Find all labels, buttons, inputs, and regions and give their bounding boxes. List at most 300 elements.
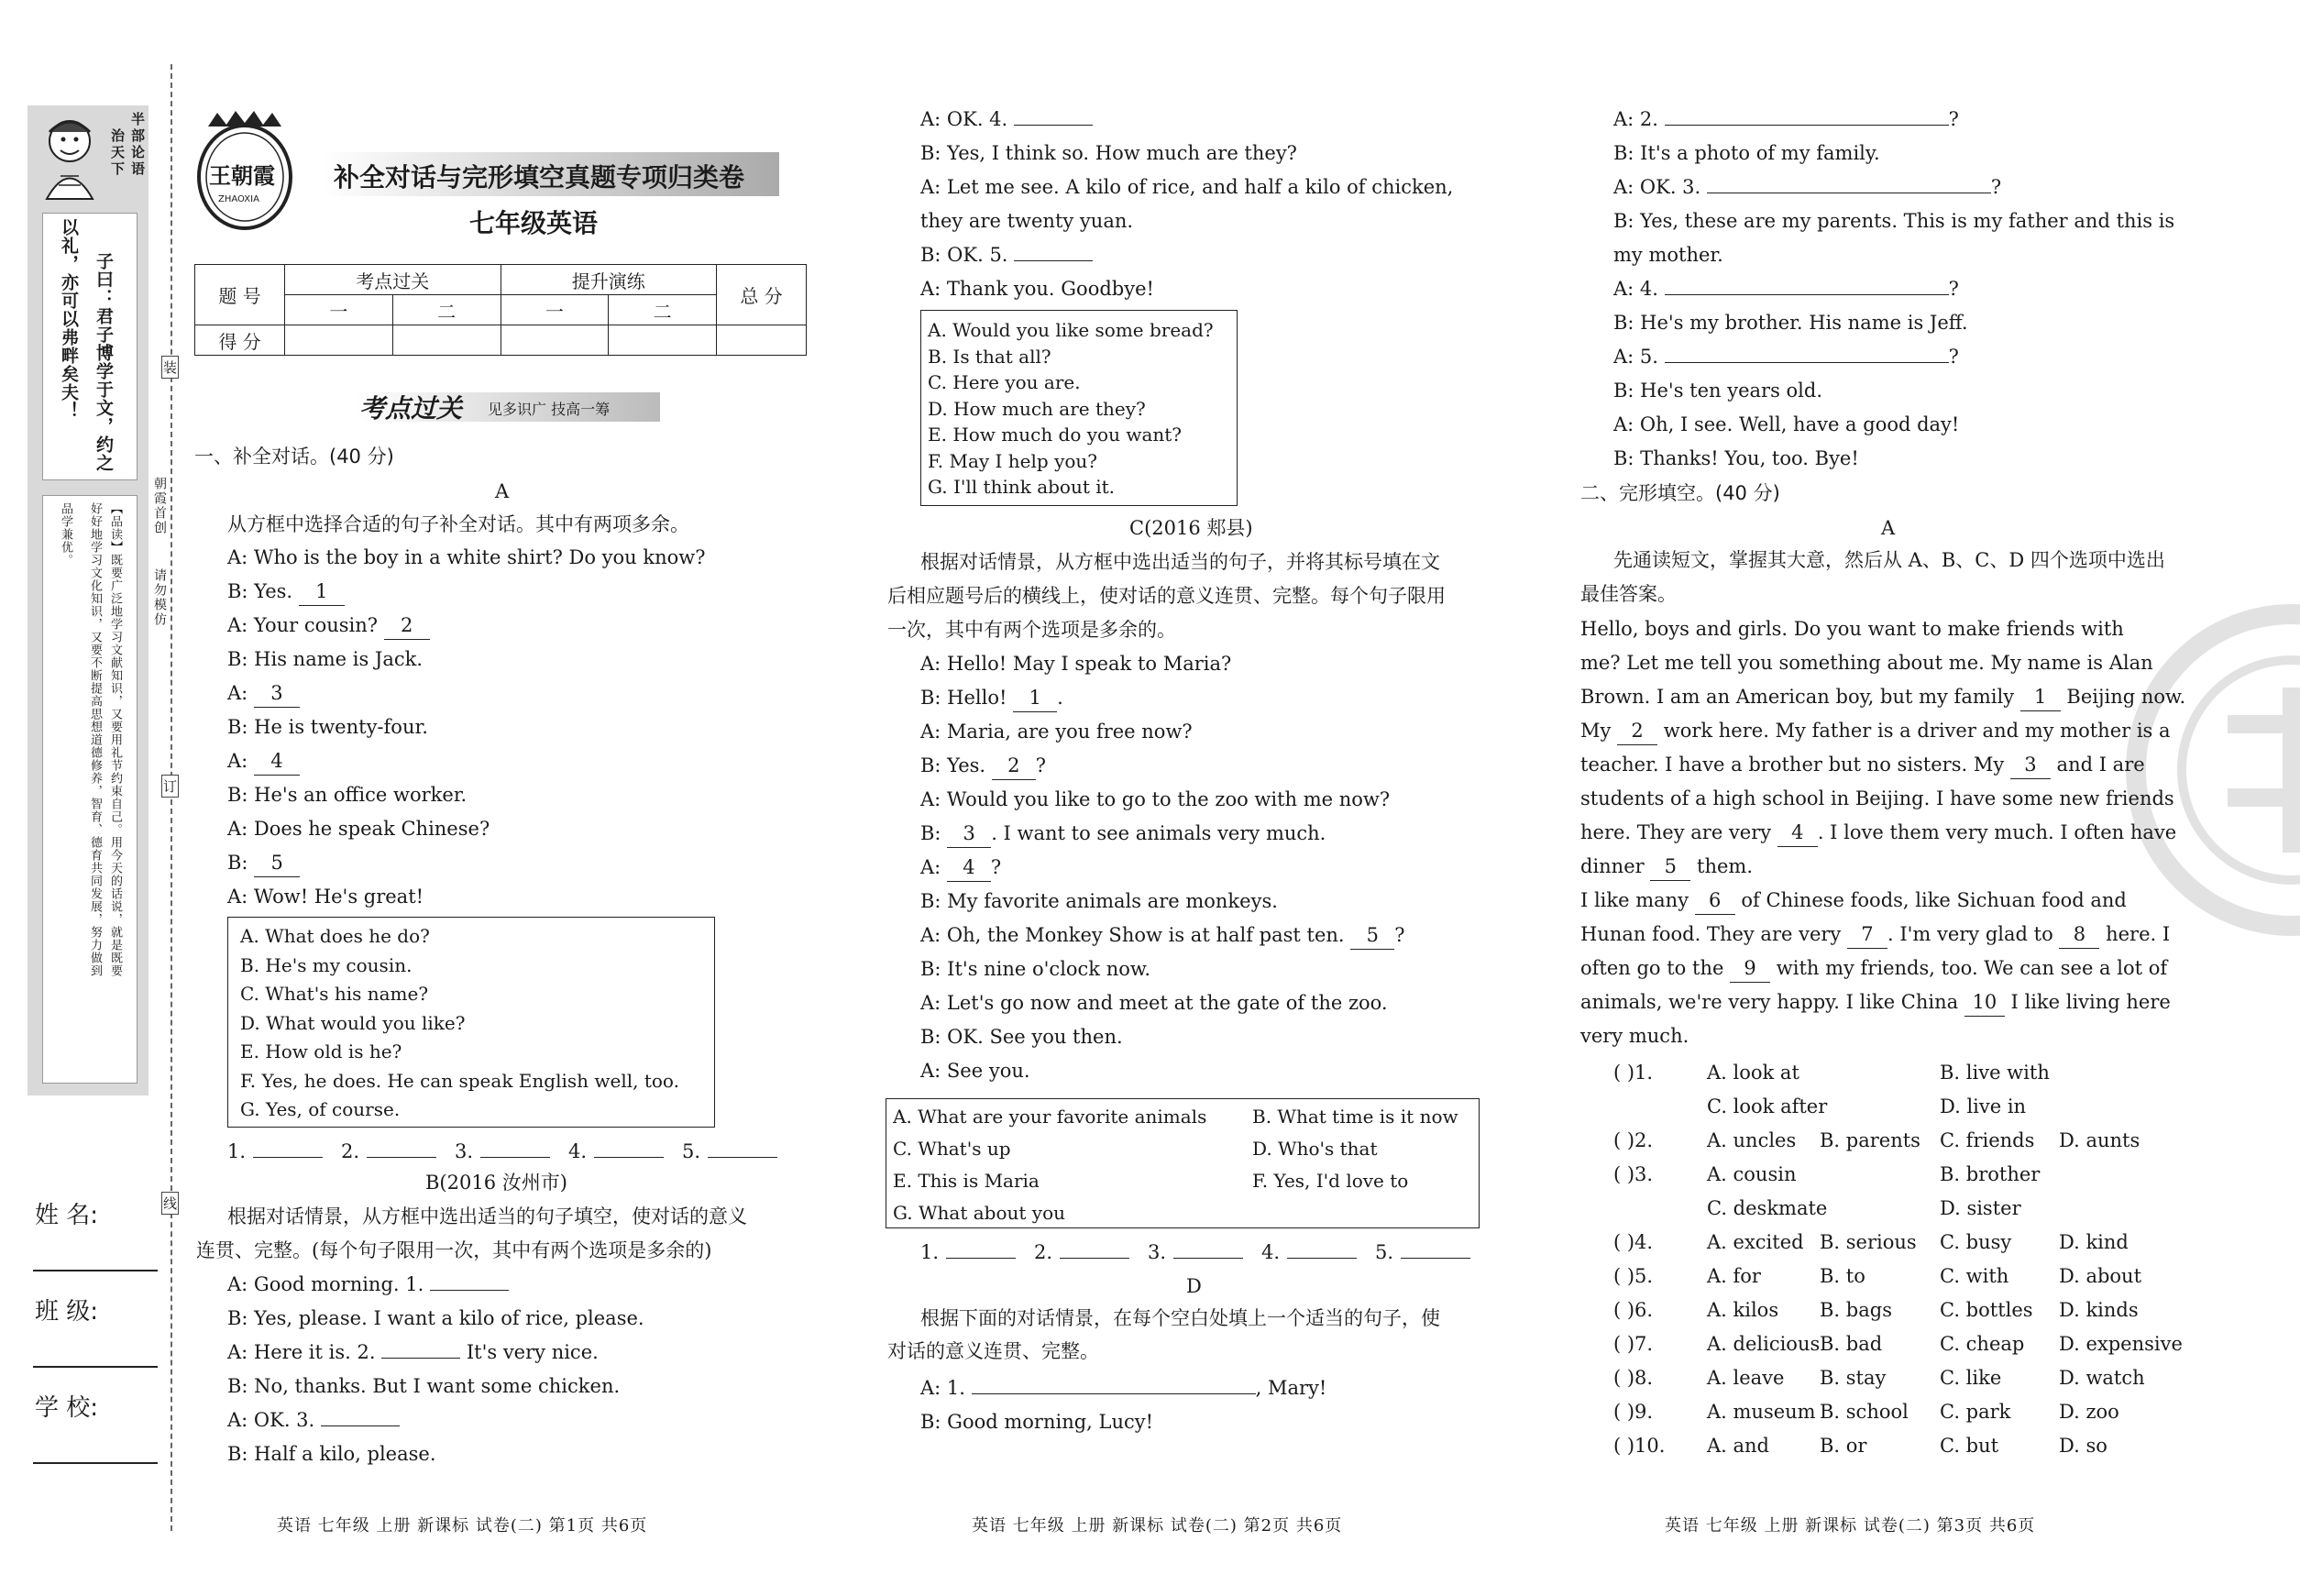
- choice-option[interactable]: D. so: [2059, 1435, 2107, 1457]
- passage-text: here. I: [2099, 923, 2171, 945]
- answer-slot: [1375, 1236, 1470, 1270]
- score-row-label: 得 分: [195, 325, 285, 356]
- answer-number: 3.: [1148, 1241, 1167, 1263]
- choice-option[interactable]: D. kinds: [2059, 1299, 2139, 1321]
- pinjdu-col1: 【品读】既要广泛地学习文献知识，又要用礼节约束自己。用今天的话说，就是既要: [108, 502, 122, 977]
- dialogue-line: [920, 204, 1133, 238]
- seal-label-3: 线: [161, 1192, 179, 1215]
- answer-blank[interactable]: [1173, 1258, 1243, 1259]
- passage-text: of Chinese foods, like Sichuan food and: [1734, 889, 2127, 911]
- option: G. What about you: [893, 1202, 1065, 1224]
- dialogue-line: [227, 609, 430, 643]
- dialogue-line: [1613, 204, 2174, 238]
- section1-title: 一、补全对话。(40 分): [194, 446, 394, 468]
- choice-option[interactable]: A. delicious: [1707, 1333, 1821, 1355]
- cloze-blank[interactable]: 4: [1777, 819, 1818, 847]
- partC-instr-1: 根据对话情景，从方框中选出适当的句子，并将其标号填在文: [920, 551, 1440, 573]
- dialogue-line: [920, 681, 1063, 715]
- score-group-1: 考点过关: [285, 265, 501, 295]
- line-text: A: 5.: [1613, 346, 1665, 368]
- line-text: A:: [227, 750, 254, 772]
- question-number: ( )7.: [1613, 1333, 1654, 1355]
- question-number: ( )5.: [1613, 1265, 1654, 1287]
- section2-title: 二、完形填空。(40 分): [1580, 482, 1780, 504]
- cloze-blank[interactable]: 7: [1847, 920, 1887, 949]
- dialogue-line: [1613, 340, 1959, 374]
- line-text-after: . I want to see animals very much.: [991, 822, 1326, 844]
- choice-option[interactable]: B. to: [1820, 1265, 1865, 1287]
- dialogue-line: [227, 541, 706, 575]
- line-text-after: .: [1057, 687, 1063, 709]
- cloze-instr-2: 最佳答案。: [1580, 583, 1677, 605]
- dialogue-line: [227, 575, 345, 609]
- line-text: B: It's nine o'clock now.: [920, 958, 1151, 980]
- answer-blank[interactable]: [1665, 294, 1949, 295]
- choice-option[interactable]: C. bottles: [1940, 1299, 2033, 1321]
- line-text: they are twenty yuan.: [920, 210, 1134, 232]
- option: C. Here you are.: [928, 371, 1081, 393]
- line-text: B: My favorite animals are monkeys.: [920, 890, 1278, 912]
- passage-text: me? Let me tell you something about me. My name is Alan: [1580, 652, 2153, 674]
- dialogue-line: [227, 710, 428, 744]
- option: D. What would you like?: [240, 1011, 466, 1034]
- passage-text: animals, we're very happy. I like China: [1580, 991, 1964, 1013]
- answer-number: 4.: [568, 1140, 588, 1162]
- choice-option[interactable]: A. kilos: [1707, 1299, 1779, 1321]
- answer-blank[interactable]: 1: [299, 578, 345, 606]
- choice-option[interactable]: D. zoo: [2059, 1401, 2119, 1423]
- passage-text: work here. My father is a driver and my mother is a: [1657, 720, 2171, 742]
- question-number: ( )8.: [1613, 1367, 1654, 1389]
- passage-text: Brown. I am an American boy, but my family: [1580, 686, 2020, 708]
- option: D. Who's that: [1252, 1138, 1378, 1160]
- line-text: A: 4.: [1613, 278, 1665, 300]
- line-text: A: Good morning. 1.: [227, 1273, 430, 1295]
- motto-a: 半部论语: [129, 112, 146, 178]
- dialogue-line: [1613, 137, 1880, 171]
- brand-sub: ZHAOXIA: [218, 194, 259, 204]
- cloze-blank[interactable]: 8: [2059, 920, 2099, 949]
- choice-option[interactable]: D. expensive: [2059, 1333, 2183, 1355]
- dialogue-line: [227, 880, 424, 914]
- question-number: ( )6.: [1613, 1299, 1654, 1321]
- line-text: A: Let's go now and meet at the gate of the zoo.: [920, 992, 1388, 1014]
- answer-blank[interactable]: [1014, 125, 1093, 126]
- line-text-after: ?: [1948, 346, 1959, 368]
- pinjdu-col2: 好好地学习文化知识，又要不断提高思想道德修养，智育、德育共同发展，努力做到: [88, 502, 102, 977]
- answer-blank[interactable]: [480, 1157, 550, 1158]
- dialogue-line: [1613, 306, 1968, 340]
- line-text: B: Yes, I think so. How much are they?: [920, 142, 1297, 164]
- line-text: A: See you.: [920, 1060, 1030, 1082]
- footer-page1: 英语 七年级 上册 新课标 试卷(二) 第1页 共6页: [277, 1516, 648, 1535]
- score-cell[interactable]: [285, 325, 393, 356]
- passage-text: . I'm very glad to: [1887, 923, 2060, 945]
- option: F. May I help you?: [928, 449, 1098, 472]
- dialogue-line: [1613, 442, 1859, 476]
- dialogue-line: [1613, 408, 1959, 442]
- dialogue-line: [1613, 171, 2001, 204]
- answer-blank[interactable]: 4: [947, 853, 991, 882]
- question-number: ( )1.: [1613, 1062, 1654, 1084]
- score-cell[interactable]: [609, 325, 717, 356]
- dialogue-line: [920, 885, 1278, 919]
- choice-option[interactable]: A. leave: [1707, 1367, 1785, 1389]
- pinjdu-col3: 品学兼优。: [59, 502, 72, 567]
- answer-number: 1.: [920, 1241, 940, 1263]
- answer-blank[interactable]: [321, 1425, 400, 1426]
- answer-blank[interactable]: 5: [1350, 921, 1394, 950]
- dialogue-line: [920, 1020, 1123, 1054]
- dialogue-line: [227, 1336, 599, 1370]
- dialogue-line: [920, 272, 1154, 306]
- score-cell[interactable]: [392, 325, 501, 356]
- choice-option[interactable]: D. kind: [2059, 1231, 2129, 1253]
- passage-line: [1580, 850, 1753, 884]
- line-text: B: Good morning, Lucy!: [920, 1411, 1154, 1433]
- footer-page2: 英语 七年级 上册 新课标 试卷(二) 第2页 共6页: [972, 1516, 1343, 1535]
- option: A. What are your favorite animals: [893, 1106, 1207, 1128]
- choice-option[interactable]: B. brother: [1940, 1163, 2041, 1185]
- choice-option[interactable]: C. deskmate: [1707, 1197, 1828, 1219]
- answer-slot: [682, 1135, 777, 1169]
- choice-option[interactable]: C. friends: [1940, 1129, 2035, 1151]
- copyright-b: 请勿模仿: [152, 568, 167, 627]
- answer-blank[interactable]: [1401, 1258, 1470, 1259]
- answer-blank[interactable]: 5: [254, 849, 300, 877]
- score-cell[interactable]: [717, 325, 807, 356]
- choice-option[interactable]: A. uncles: [1707, 1129, 1797, 1151]
- answer-slot: [455, 1135, 550, 1169]
- answer-blank[interactable]: 2: [992, 752, 1036, 780]
- option: A. What does he do?: [240, 925, 430, 947]
- line-text-after: , Mary!: [1255, 1377, 1327, 1399]
- score-total-label: 总 分: [717, 265, 807, 325]
- passage-text: them.: [1690, 855, 1754, 877]
- quote-col2: 以礼，亦可以弗畔矣夫！: [59, 218, 79, 420]
- brand-name: 王朝霞: [209, 163, 275, 189]
- question-number: ( )9.: [1613, 1401, 1654, 1423]
- cloze-blank[interactable]: 1: [2020, 683, 2061, 711]
- choice-option[interactable]: C. cheap: [1940, 1333, 2025, 1355]
- passage-line: [1580, 680, 2185, 714]
- choice-option[interactable]: B. bags: [1820, 1299, 1892, 1321]
- motto-b: 治天下: [109, 128, 126, 178]
- dialogue-line: [920, 1405, 1153, 1439]
- choice-option[interactable]: A. for: [1707, 1265, 1761, 1287]
- dialogue-line: [920, 171, 1453, 204]
- option: C. What's up: [893, 1138, 1011, 1160]
- cloze-instr-1: 先通读短文，掌握其大意，然后从 A、B、C、D 四个选项中选出: [1613, 549, 2165, 571]
- line-text: A: Here it is. 2.: [227, 1341, 382, 1363]
- choice-option[interactable]: B. parents: [1820, 1129, 1920, 1151]
- line-text: B: No, thanks. But I want some chicken.: [227, 1375, 621, 1397]
- cloze-blank[interactable]: 5: [1650, 853, 1690, 881]
- line-text: B:: [920, 822, 948, 844]
- cloze-blank[interactable]: 10: [1964, 988, 2005, 1017]
- answer-slot: [1261, 1236, 1357, 1270]
- answer-blank[interactable]: [1287, 1258, 1357, 1259]
- school-label: 学 校:: [35, 1394, 99, 1422]
- option: G. I'll think about it.: [928, 476, 1116, 498]
- score-table: [194, 264, 807, 356]
- line-text: B: Yes, these are my parents. This is my father and this is: [1613, 210, 2175, 232]
- dialogue-line: [920, 238, 1093, 272]
- line-text: A: OK. 3.: [1613, 176, 1707, 198]
- line-text: B: OK. See you then.: [920, 1026, 1123, 1048]
- passage-text: My: [1580, 720, 1618, 742]
- passage-line: [1580, 612, 2124, 646]
- choice-option[interactable]: C. busy: [1940, 1231, 2012, 1253]
- partD-instr-1: 根据下面的对话情景，在每个空白处填上一个适当的句子，使: [920, 1307, 1440, 1329]
- answer-blank[interactable]: 2: [384, 611, 430, 640]
- dialogue-line: [920, 919, 1405, 952]
- score-sub: 二: [392, 295, 501, 325]
- line-text: A: Your cousin?: [227, 614, 384, 636]
- answer-slot: [1148, 1236, 1243, 1270]
- option: A. Would you like some bread?: [928, 319, 1214, 341]
- choice-option[interactable]: A. excited: [1707, 1231, 1804, 1253]
- choice-option[interactable]: D. about: [2059, 1265, 2142, 1287]
- dialogue-line: [1613, 374, 1822, 408]
- line-text: A: Who is the boy in a white shirt? Do you know?: [227, 546, 706, 568]
- passage-text: and I are: [2050, 754, 2145, 776]
- answer-slot: [227, 1135, 323, 1169]
- dialogue-line: [920, 817, 1326, 851]
- dialogue-line: [1613, 272, 1959, 306]
- score-sub: 一: [501, 295, 609, 325]
- passage-text: often go to the: [1580, 957, 1731, 979]
- answer-blank[interactable]: [1665, 362, 1949, 363]
- answer-blank[interactable]: 4: [254, 747, 300, 776]
- choice-option[interactable]: B. serious: [1820, 1231, 1917, 1253]
- seal-label-1: 装: [161, 356, 179, 379]
- passage-text: Hunan food. They are very: [1580, 923, 1847, 945]
- choice-option[interactable]: B. bad: [1820, 1333, 1883, 1355]
- option: B. He's my cousin.: [240, 953, 413, 976]
- choice-option[interactable]: D. watch: [2059, 1367, 2145, 1389]
- passage-text: Hello, boys and girls. Do you want to make friends with: [1580, 618, 2124, 640]
- answer-blank[interactable]: [1060, 1258, 1129, 1259]
- line-text: B: Hello!: [920, 687, 1014, 709]
- dialogue-line: [920, 783, 1390, 817]
- answer-blank[interactable]: [946, 1258, 1016, 1259]
- line-text: A: Oh, I see. Well, have a good day!: [1613, 413, 1960, 435]
- passage-line: [1580, 952, 2167, 985]
- answer-blank[interactable]: 1: [1013, 684, 1057, 712]
- dialogue-line: [1613, 238, 1723, 272]
- dialogue-line: [227, 1437, 436, 1471]
- line-text: B: OK. 5.: [920, 244, 1015, 266]
- page-title: 补全对话与完形填空真题专项归类卷: [334, 162, 745, 193]
- choice-option[interactable]: D. sister: [1940, 1197, 2021, 1219]
- score-cell[interactable]: [501, 325, 609, 356]
- passage-line: [1580, 884, 2127, 918]
- partB-instr-2: 连贯、完整。(每个句子限用一次，其中有两个选项是多余的): [196, 1239, 712, 1261]
- answer-number: 5.: [1375, 1241, 1394, 1263]
- line-text-after: ?: [1990, 176, 2002, 198]
- choice-option[interactable]: D. aunts: [2059, 1129, 2140, 1151]
- partA-title: A: [495, 480, 510, 502]
- dialogue-line: [227, 1370, 620, 1403]
- sage-illustration: [33, 112, 106, 204]
- copyright-a: 朝霞首创: [152, 477, 167, 535]
- partB-instr-1: 根据对话情景，从方框中选出适当的句子填空，使对话的意义: [227, 1205, 747, 1227]
- question-number: ( )3.: [1613, 1163, 1654, 1185]
- line-text: A: Maria, are you free now?: [920, 721, 1193, 743]
- partC-title: C(2016 郏县): [1129, 517, 1253, 539]
- dialogue-line: [1613, 103, 1959, 137]
- quote-col1: 子曰：君子博学于文，约之: [94, 252, 114, 472]
- answer-blank[interactable]: 3: [947, 820, 991, 848]
- dialogue-line: [920, 103, 1093, 137]
- cloze-blank[interactable]: 6: [1695, 886, 1735, 915]
- dialogue-line: [920, 715, 1193, 749]
- line-text-after: ?: [1394, 924, 1405, 946]
- line-text: B: It's a photo of my family.: [1613, 142, 1880, 164]
- line-text-after: ?: [1948, 108, 1959, 130]
- line-text: A:: [227, 682, 254, 704]
- choice-option[interactable]: C. park: [1940, 1401, 2011, 1423]
- choice-option[interactable]: C. look after: [1707, 1095, 1828, 1117]
- partD-instr-2: 对话的意义连贯、完整。: [887, 1340, 1099, 1362]
- option: G. Yes, of course.: [240, 1098, 401, 1120]
- passage-text: I like living here: [2004, 991, 2171, 1013]
- line-text: B: He's my brother. His name is Jeff.: [1613, 312, 1968, 334]
- passage-line: [1580, 1019, 1689, 1053]
- school-field[interactable]: [33, 1462, 158, 1464]
- answer-number: 5.: [682, 1140, 701, 1162]
- line-text-after: It's very nice.: [460, 1341, 599, 1363]
- choice-option[interactable]: B. live with: [1940, 1062, 2050, 1084]
- choice-option[interactable]: A. museum: [1707, 1401, 1816, 1423]
- option: F. Yes, I'd love to: [1252, 1170, 1409, 1192]
- passage-line: [1580, 918, 2170, 952]
- cloze-blank[interactable]: 9: [1730, 954, 1770, 983]
- dialogue-line: [227, 812, 490, 846]
- question-number: ( )10.: [1613, 1435, 1666, 1457]
- seal-label-2: 订: [161, 775, 179, 798]
- answer-blank[interactable]: [367, 1157, 436, 1158]
- score-sub: 一: [285, 295, 393, 325]
- dialogue-line: [920, 952, 1150, 986]
- answer-number: 4.: [1261, 1241, 1281, 1263]
- choice-option[interactable]: A. cousin: [1707, 1163, 1797, 1185]
- line-text: B:: [227, 852, 255, 874]
- option: E. This is Maria: [893, 1170, 1040, 1192]
- option: D. How much are they?: [928, 397, 1146, 420]
- choice-option[interactable]: A. look at: [1707, 1062, 1799, 1084]
- score-group-2: 提升演练: [501, 265, 717, 295]
- kaodian-slogan: 见多识广 技高一筹: [488, 401, 611, 418]
- answer-blank[interactable]: [972, 1393, 1256, 1394]
- cloze-blank[interactable]: 2: [1617, 717, 1657, 745]
- passage-text: here. They are very: [1580, 821, 1777, 843]
- choice-option[interactable]: C. like: [1940, 1367, 2002, 1389]
- choice-option[interactable]: A. and: [1707, 1435, 1770, 1457]
- dialogue-line: [227, 1403, 400, 1437]
- dialogue-line: [227, 846, 300, 880]
- answer-number: 2.: [1034, 1241, 1053, 1263]
- score-col-label: 题 号: [195, 265, 285, 325]
- question-number: ( )4.: [1613, 1231, 1654, 1253]
- line-text: A: Would you like to go to the zoo with me now?: [920, 788, 1391, 810]
- choice-option[interactable]: B. stay: [1820, 1367, 1887, 1389]
- choice-option[interactable]: B. or: [1820, 1435, 1867, 1457]
- class-field[interactable]: [33, 1366, 158, 1368]
- dialogue-line: [227, 778, 467, 812]
- answer-blank[interactable]: [708, 1157, 777, 1158]
- passage-text: I like many: [1580, 889, 1695, 911]
- name-field[interactable]: [33, 1270, 158, 1271]
- line-text: A: 1.: [920, 1377, 972, 1399]
- passage-text: teacher. I have a brother but no sisters. My: [1580, 754, 2010, 776]
- line-text: B: Thanks! You, too. Bye!: [1613, 447, 1859, 469]
- partD-title: D: [1186, 1275, 1202, 1297]
- choice-option[interactable]: B. school: [1820, 1401, 1909, 1423]
- option: E. How old is he?: [240, 1040, 402, 1062]
- dialogue-line: [227, 677, 300, 710]
- line-text-after: ?: [1948, 278, 1959, 300]
- answer-blank[interactable]: [594, 1157, 664, 1158]
- passage-text: Beijing now.: [2060, 686, 2186, 708]
- cloze-blank[interactable]: 3: [2010, 751, 2051, 779]
- passage-line: [1580, 816, 2176, 850]
- line-text: my mother.: [1613, 244, 1723, 266]
- choice-option[interactable]: C. but: [1940, 1435, 1999, 1457]
- answer-slot: [920, 1236, 1016, 1270]
- line-text: A: Let me see. A kilo of rice, and half a kilo of chicken,: [920, 176, 1454, 198]
- dialogue-line: [920, 1054, 1030, 1088]
- kaodian-title: 考点过关: [359, 393, 463, 424]
- partC-instr-3: 一次，其中有两个选项是多余的。: [887, 619, 1176, 641]
- answer-blank[interactable]: [1665, 125, 1949, 126]
- passage-line: [1580, 985, 2171, 1019]
- answer-number: 2.: [341, 1140, 360, 1162]
- line-text: B: Yes.: [920, 754, 992, 776]
- line-text: B: His name is Jack.: [227, 648, 423, 670]
- choice-option[interactable]: C. with: [1940, 1265, 2009, 1287]
- dialogue-line: [227, 1302, 644, 1336]
- passage-line: [1580, 748, 2145, 782]
- footer-page3: 英语 七年级 上册 新课标 试卷(二) 第3页 共6页: [1665, 1516, 2036, 1535]
- score-sub: 二: [609, 295, 717, 325]
- answer-blank[interactable]: [1014, 260, 1093, 261]
- line-text: B: Yes.: [227, 580, 299, 602]
- answer-number: 3.: [455, 1140, 474, 1162]
- line-text: A:: [920, 856, 947, 878]
- line-text: A: Wow! He's great!: [227, 886, 424, 908]
- choice-option[interactable]: D. live in: [1940, 1095, 2027, 1117]
- dialogue-line: [920, 749, 1046, 783]
- line-text: B: Yes, please. I want a kilo of rice, please.: [227, 1307, 644, 1329]
- passage-line: [1580, 714, 2171, 748]
- answer-blank[interactable]: [253, 1157, 323, 1158]
- line-text: A: Hello! May I speak to Maria?: [920, 653, 1232, 675]
- answer-blank[interactable]: [381, 1358, 460, 1359]
- answer-blank[interactable]: 3: [254, 679, 300, 708]
- line-text: B: He's an office worker.: [227, 784, 468, 806]
- answer-blank[interactable]: [430, 1290, 509, 1291]
- line-text-after: ?: [1035, 754, 1047, 776]
- passage-line: [1580, 646, 2153, 680]
- line-text: A: Thank you. Goodbye!: [920, 278, 1154, 300]
- question-number: ( )2.: [1613, 1129, 1654, 1151]
- answer-slot: [568, 1135, 664, 1169]
- option: C. What's his name?: [240, 983, 429, 1005]
- passage-text: with my friends, too. We can see a lot of: [1770, 957, 2168, 979]
- line-text: A: Oh, the Monkey Show is at half past ten.: [920, 924, 1351, 946]
